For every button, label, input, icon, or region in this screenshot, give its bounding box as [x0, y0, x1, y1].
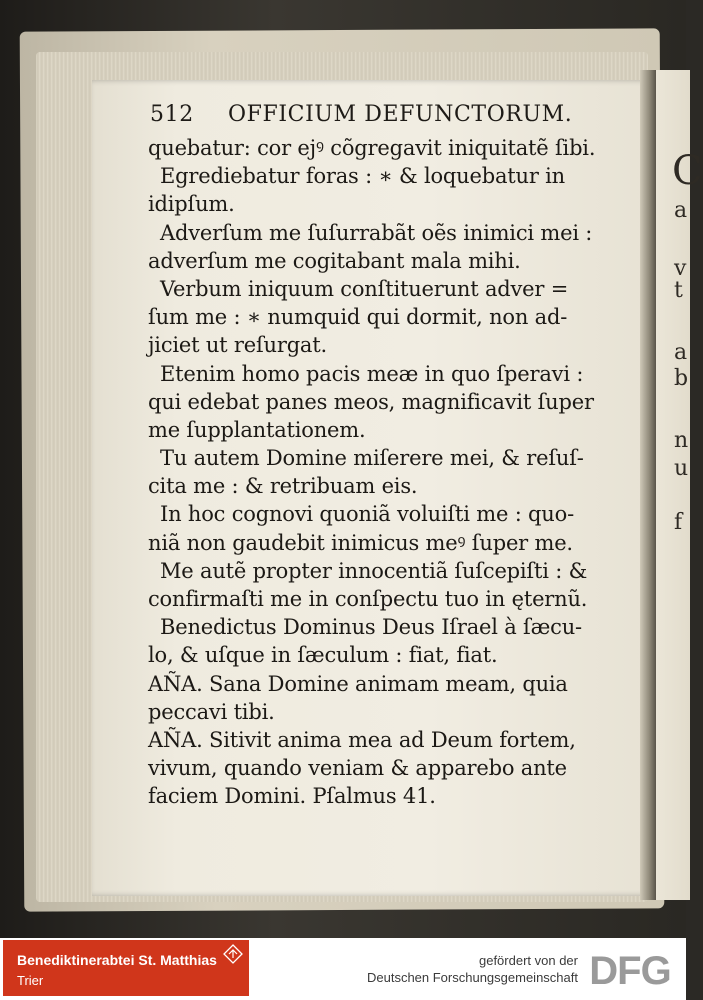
institution-logo-icon — [223, 944, 243, 964]
text-line: Benedictus Dominus Deus Iſrael à ſæcu- — [160, 615, 582, 640]
text-line: ſum me : ∗ numquid qui dormit, non ad- — [148, 305, 568, 330]
text-line: faciem Domini. Pſalmus 41. — [148, 784, 436, 809]
next-page-glyph: b — [674, 366, 689, 391]
text-line: jiciet ut reſurgat. — [148, 333, 327, 358]
next-page-glyph: t — [674, 278, 683, 303]
text-line: peccavi tibi. — [148, 699, 275, 724]
next-page-glyph: f — [674, 510, 683, 535]
text-line: cita me : & retribuam eis. — [148, 474, 418, 499]
funding-line-1: gefördert von der — [478, 953, 578, 968]
text-line: Adverſum me ſuſurrabãt oẽs inimici mei : — [160, 220, 593, 245]
next-page-glyph: n — [674, 428, 689, 453]
next-page-glyph: a — [674, 198, 688, 223]
footer-bar — [0, 938, 686, 1000]
institution-banner[interactable] — [3, 940, 249, 996]
text-line: quebatur: cor ejꝰ cõgregavit iniquitatẽ ſibi. — [148, 136, 596, 160]
text-line: qui edebat panes meos, magnificavit ſuper — [148, 389, 594, 414]
running-title: OFFICIUM DEFUNCTORUM. — [228, 102, 573, 127]
running-header — [150, 102, 630, 134]
text-line: Tu autem Domine miſerere mei, & reſuſ- — [160, 446, 584, 471]
next-page-glyph: v — [674, 256, 687, 281]
text-line: idipſum. — [148, 192, 235, 217]
book-gutter — [640, 70, 656, 900]
dfg-logo-text: DFG — [589, 949, 671, 993]
text-line: Me autẽ propter innocentiã ſuſcepiſti : & — [160, 558, 588, 583]
text-line: Etenim homo pacis meæ in quo ſperavi : — [160, 361, 584, 386]
text-line: me ſupplantationem. — [148, 417, 366, 442]
text-line: confirmaſti me in conſpectu tuo in ęternũ. — [148, 587, 588, 611]
next-page-glyph: C — [672, 148, 703, 194]
institution-city: Trier — [17, 973, 44, 988]
text-line: lo, & uſque in ſæculum : fiat, fiat. — [148, 643, 498, 668]
next-page-glyph: u — [674, 456, 689, 481]
right-page-fragment — [656, 70, 703, 900]
antiphon-line: AÑA. Sana Domine animam meam, quia — [148, 671, 568, 696]
institution-name: Benediktinerabtei St. Matthias — [17, 952, 217, 968]
antiphon-line: AÑA. Sitivit anima mea ad Deum fortem, — [148, 727, 576, 752]
next-page-glyph: a — [674, 340, 688, 365]
dfg-logo-icon[interactable] — [582, 946, 678, 992]
text-line: In hoc cognovi quoniã voluiſti me : quo- — [160, 502, 574, 527]
text-line: vivum, quando veniam & apparebo ante — [148, 756, 567, 781]
funding-statement — [367, 952, 578, 986]
text-line: adverſum me cogitabant mala mihi. — [148, 248, 521, 273]
funding-line-2: Deutschen Forschungsgemeinschaft — [366, 970, 578, 985]
text-line: niã non gaudebit inimicus meꝰ ſuper me. — [148, 530, 573, 555]
page-number: 512 — [150, 102, 194, 127]
page-text-block — [148, 134, 620, 811]
text-line: Verbum iniquum conſtituerunt adver = — [160, 276, 569, 301]
text-line: Egrediebatur foras : ∗ & loquebatur in — [160, 164, 565, 189]
